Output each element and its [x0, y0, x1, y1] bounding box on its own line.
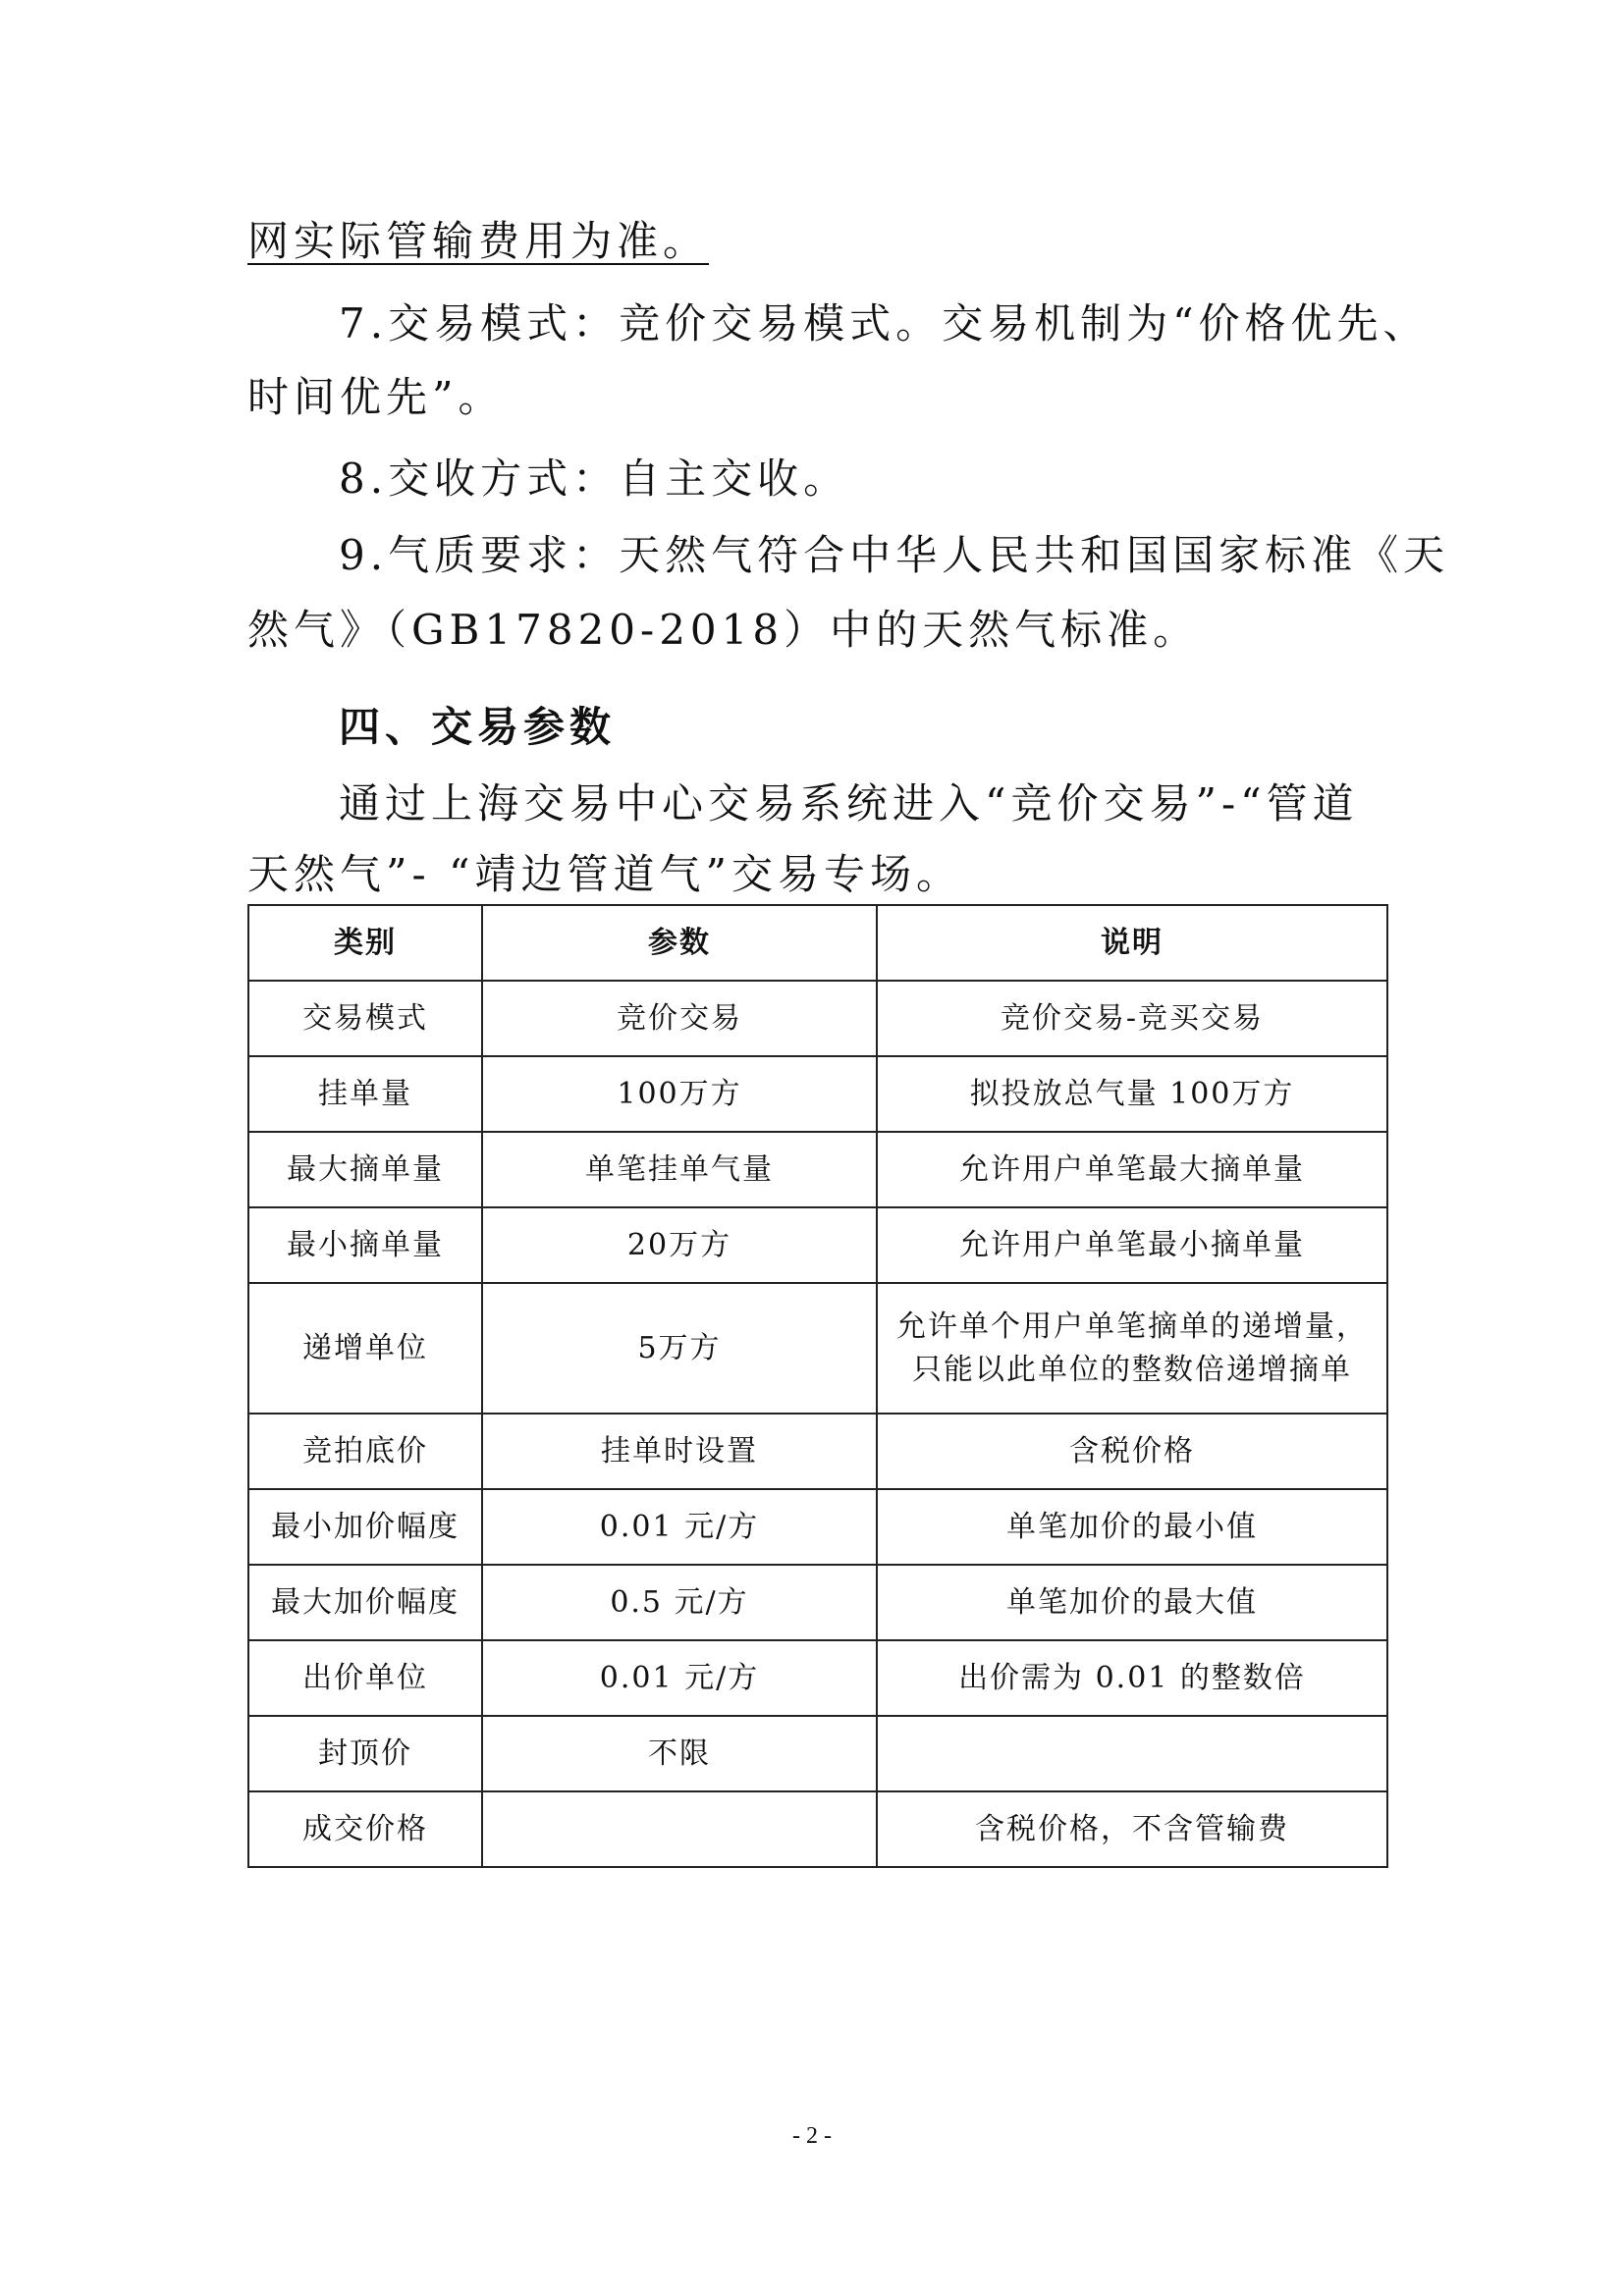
table-row	[248, 1791, 1387, 1867]
section-intro-line1: 通过上海交易中心交易系统进入“竞价交易”-“管道	[339, 779, 1359, 828]
table-row	[248, 1640, 1387, 1716]
paragraph-gas-quality-line1: 9.气质要求：天然气符合中华人民共和国国家标准《天	[339, 531, 1450, 579]
cell-parameter: 0.5 元/方	[482, 1565, 877, 1640]
cell-description	[877, 1283, 1387, 1414]
cell-parameter: 挂单时设置	[482, 1414, 877, 1489]
paragraph-pipeline-fee-end: 网实际管输费用为准。	[247, 217, 710, 265]
header-description: 说明	[877, 905, 1387, 981]
cell-category: 封顶价	[248, 1716, 482, 1791]
cell-category: 递增单位	[248, 1283, 482, 1414]
table-header-row	[248, 905, 1387, 981]
cell-description: 含税价格	[877, 1414, 1387, 1489]
cell-category: 最小加价幅度	[248, 1489, 482, 1565]
page-number: - 2 -	[792, 2123, 832, 2149]
cell-category: 竞拍底价	[248, 1414, 482, 1489]
table-row	[248, 1489, 1387, 1565]
cell-category: 最小摘单量	[248, 1207, 482, 1283]
paragraph-trade-mode-line2: 时间优先”。	[247, 373, 505, 421]
header-parameter: 参数	[482, 905, 877, 981]
cell-description: 竞价交易-竞买交易	[877, 981, 1387, 1056]
cell-category: 出价单位	[248, 1640, 482, 1716]
cell-description-line1: 允许单个用户单笔摘单的递增量，	[896, 1308, 1368, 1344]
cell-category: 成交价格	[248, 1791, 482, 1867]
cell-description: 出价需为 0.01 的整数倍	[877, 1640, 1387, 1716]
table-row	[248, 1207, 1387, 1283]
section-intro-line2: 天然气”- “靖边管道气”交易专场。	[247, 850, 962, 898]
cell-parameter: 0.01 元/方	[482, 1489, 877, 1565]
table-row	[248, 1056, 1387, 1132]
cell-description: 含税价格，不含管输费	[877, 1791, 1387, 1867]
cell-category: 交易模式	[248, 981, 482, 1056]
cell-parameter: 20万方	[482, 1207, 877, 1283]
table-row	[248, 1283, 1387, 1414]
header-category: 类别	[248, 905, 482, 981]
cell-category: 最大加价幅度	[248, 1565, 482, 1640]
cell-description: 单笔加价的最小值	[877, 1489, 1387, 1565]
cell-description-line2: 只能以此单位的整数倍递增摘单	[912, 1352, 1352, 1387]
table-row	[248, 1716, 1387, 1791]
trade-parameters-table	[247, 904, 1388, 1868]
paragraph-delivery-method: 8.交收方式：自主交收。	[339, 454, 850, 503]
cell-category: 最大摘单量	[248, 1132, 482, 1207]
table-row	[248, 981, 1387, 1056]
cell-parameter	[482, 1791, 877, 1867]
cell-parameter: 0.01 元/方	[482, 1640, 877, 1716]
cell-parameter: 5万方	[482, 1283, 877, 1414]
cell-category: 挂单量	[248, 1056, 482, 1132]
paragraph-gas-quality-line2: 然气》（GB17820-2018）中的天然气标准。	[247, 606, 1200, 654]
table-row	[248, 1132, 1387, 1207]
section-heading-trade-params: 四、交易参数	[339, 703, 617, 751]
table-row	[248, 1565, 1387, 1640]
cell-description: 允许用户单笔最大摘单量	[877, 1132, 1387, 1207]
cell-description: 拟投放总气量 100万方	[877, 1056, 1387, 1132]
cell-parameter: 不限	[482, 1716, 877, 1791]
cell-parameter: 竞价交易	[482, 981, 877, 1056]
cell-description	[877, 1716, 1387, 1791]
table-row	[248, 1414, 1387, 1489]
paragraph-trade-mode-line1: 7.交易模式：竞价交易模式。交易机制为“价格优先、	[339, 299, 1430, 347]
cell-description: 允许用户单笔最小摘单量	[877, 1207, 1387, 1283]
cell-description: 单笔加价的最大值	[877, 1565, 1387, 1640]
cell-parameter: 单笔挂单气量	[482, 1132, 877, 1207]
cell-parameter: 100万方	[482, 1056, 877, 1132]
